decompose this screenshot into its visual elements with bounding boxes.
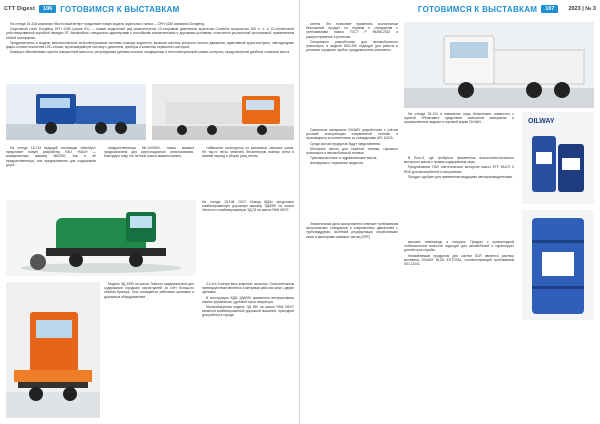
sweeper-illustration bbox=[6, 200, 196, 276]
photo-blue-truck bbox=[6, 84, 146, 140]
right-header bbox=[304, 3, 596, 15]
right-mid-col-1 bbox=[306, 128, 398, 218]
intro-paragraph: Комфорт обеспечивают кресла повышенной мягкости, регулируемая рулевая колонка, кондиционер и интеллектуальный климат-контроль, предусмотрены двойные спальные места. bbox=[10, 50, 291, 55]
paragraph: В Euro-6, где требуется применения высокотехнологичного моторного масла с низким содержанием серы. bbox=[404, 156, 514, 165]
paragraph: Модель ЭД 4090 на шасси Электон предназначена для содержания городских магистралей за счёт большого объёма бункера. Она оснащается рабочими органами и дорожным оборудованием. bbox=[104, 282, 194, 299]
oilway-logo: OILWAY bbox=[528, 118, 555, 125]
paragraph: предшественница МК-1000МЗ, новая машина предназначена для круглогодичного использования, благодаря тому что на базе шасси машины можно bbox=[104, 146, 194, 159]
paragraph: Трансмиссионные и гидравлические масла. bbox=[310, 156, 378, 161]
issue-number: 2023 | № 3 bbox=[568, 6, 596, 12]
intro-paragraph: Предусмотрены в модели многочисленные интеллектуальные системы помощи водителю, включая систему контроля полосы движения, адаптивный круиз-контроль, светодиодные фары и новое поколение LED-оптики, мультимедийную систему с дисплеем, приборы и комплекс сервисного контроля. bbox=[6, 40, 294, 50]
paragraph: Значительная доля ассортимента отвечает требованиям экологических стандартов и современных двигателей с турбонаддувом, системой рециркуляции отработавших газов и фильтрами сажевых частиц (DPF). bbox=[306, 222, 398, 239]
page-number-left: 106 bbox=[39, 5, 56, 13]
page-number-right: 107 bbox=[541, 5, 558, 13]
white-truck-illustration bbox=[404, 22, 594, 108]
intro-paragraph: На стенде 15-418 компании «Восточный ветер» представит новую модель седельного тягача — DFH 4180 компании Dongfeng. bbox=[10, 22, 205, 26]
snowplow-illustration bbox=[6, 282, 100, 418]
rubric-title-right: ГОТОВИМСЯ К ВЫСТАВКАМ bbox=[417, 4, 538, 14]
paragraph: Предлагаемое ПАО синтетическое моторное масло ЕТР MULTI 5 RNS для автомобилей и спецтехники. bbox=[404, 165, 514, 174]
paragraph: Малогабаритная модель ЭД 250 на шасси FAW NEXT является комбинированной дорожной машиной, пригодной для работы в городе. bbox=[202, 305, 294, 318]
right-top-col-2 bbox=[404, 112, 514, 152]
right-bot-col-1 bbox=[306, 222, 398, 418]
truck-illustration bbox=[6, 84, 146, 140]
paragraph: Среди прочих продуктов будут представлены: bbox=[310, 141, 381, 146]
photo-green-sweeper bbox=[6, 200, 196, 276]
intro-paragraph: Седельный тягач Dongfeng DFH 4180 (серия KX) — новый модельный ряд комплектуется 13-литровым дизельным агрегатом Cummins мощностью 520 л. с. и 12-ступенчатой роботизированной коробкой передач ZF. Автомобиль специально адаптирован к российским климатическим и дорожным условиям, отличается улучшенной эргономикой, применением гибкой платформы. bbox=[6, 27, 294, 40]
paragraph: В конструкции КДМ ЭД4090 применена интерактивная панель управления, удобный пульт оператора. bbox=[202, 295, 294, 304]
photo-orange-truck bbox=[152, 84, 294, 140]
paragraph: Антифризы и тормозные жидкости. bbox=[310, 161, 365, 166]
paragraph: На стенде 15-124 в павильоне пред Нефтепакет совместно с группой «Реактивы» представит смазочные материалы и промышленные жидкости торговой марки OILWAY. bbox=[404, 112, 514, 125]
orange-truck-illustration bbox=[152, 84, 294, 140]
paragraph: агента. Это позволяет применять экологически безопасный продукт по нормам и стандартам с требованиями нового ГОСТ Р 59286-2022 и распространение в регионах. bbox=[306, 22, 398, 39]
paragraph: Незаменимым продуктом для систем SCR является раствор мочевины OILWAY BLUE EXTOTAL, соответствующий требованиям ISO 22241. bbox=[404, 253, 514, 267]
right-top-col-1 bbox=[306, 22, 398, 122]
text-col-b1 bbox=[104, 282, 194, 418]
right-mid-col-2 bbox=[404, 156, 514, 236]
photo-oil-barrel bbox=[522, 210, 594, 320]
left-header bbox=[4, 3, 295, 15]
paragraph: На стенде 15-743 ведущий поставщик «Автобус» представит новую разработку ПАО «МАЗ» — коммунальную машину МК2000. Как и её предшественница, она предназначена для содержания дорог. bbox=[6, 146, 96, 167]
right-bot-col-2 bbox=[404, 240, 514, 418]
right-page bbox=[300, 0, 600, 424]
text-col-b2 bbox=[202, 282, 294, 418]
intro-text bbox=[6, 22, 294, 82]
sweeper-caption: На стенде 15-148 ООО «Завод КДМ» представит комбинированную дорожную машину ЭД4090 на шасси Электон и комбинированную ЭД 25 на шасси FAW NEXT. bbox=[202, 200, 294, 213]
text-col-2 bbox=[104, 146, 194, 196]
magazine-logo: CTT Digest bbox=[4, 6, 36, 12]
photo-white-truck bbox=[404, 22, 594, 108]
photo-snowplow bbox=[6, 282, 100, 418]
rubric-title-left: ГОТОВИМСЯ К ВЫСТАВКАМ bbox=[60, 4, 180, 14]
paragraph: 3,4 м в 3 метра весь комплект оснастки. Отличительным преимуществом является 4-метровая рабочая зона с двумя щётками. bbox=[202, 282, 294, 295]
paragraph: Смазочные материалы OILWAY разработаны с учётом условий эксплуатации современной техники и производятся в соответствии со стандартами API, ACEA. bbox=[306, 128, 398, 141]
text-col-1 bbox=[6, 146, 96, 196]
paragraph: «обвязать» конструктор из различных сменных узлов. Не так-то легко отменить бесконечную выемку снега в зимний период и уборку улиц летом. bbox=[202, 146, 294, 159]
text-col-3 bbox=[202, 146, 294, 196]
paragraph: высоких температур и нагрузок. Продукт с превосходной стабильностью вязкости подходит для автомобилей и гарантирует долгий срок службы. bbox=[404, 240, 514, 253]
paragraph: Продукт одобрен для применения ведущими автопроизводителями. bbox=[408, 174, 513, 179]
paragraph: Моторные масла для тяжёлой техники, грузового транспорта и автомобильной техники. bbox=[306, 146, 398, 156]
canister-illustration bbox=[522, 112, 594, 204]
photo-oilway-canisters bbox=[522, 112, 594, 204]
paragraph: Специально разработаны для автомобильного транспорта, а модели Ж30-250 подходят для работы в условиях городских пробок, предусмотрены комплекты. bbox=[306, 39, 398, 53]
barrel-illustration bbox=[522, 210, 594, 320]
